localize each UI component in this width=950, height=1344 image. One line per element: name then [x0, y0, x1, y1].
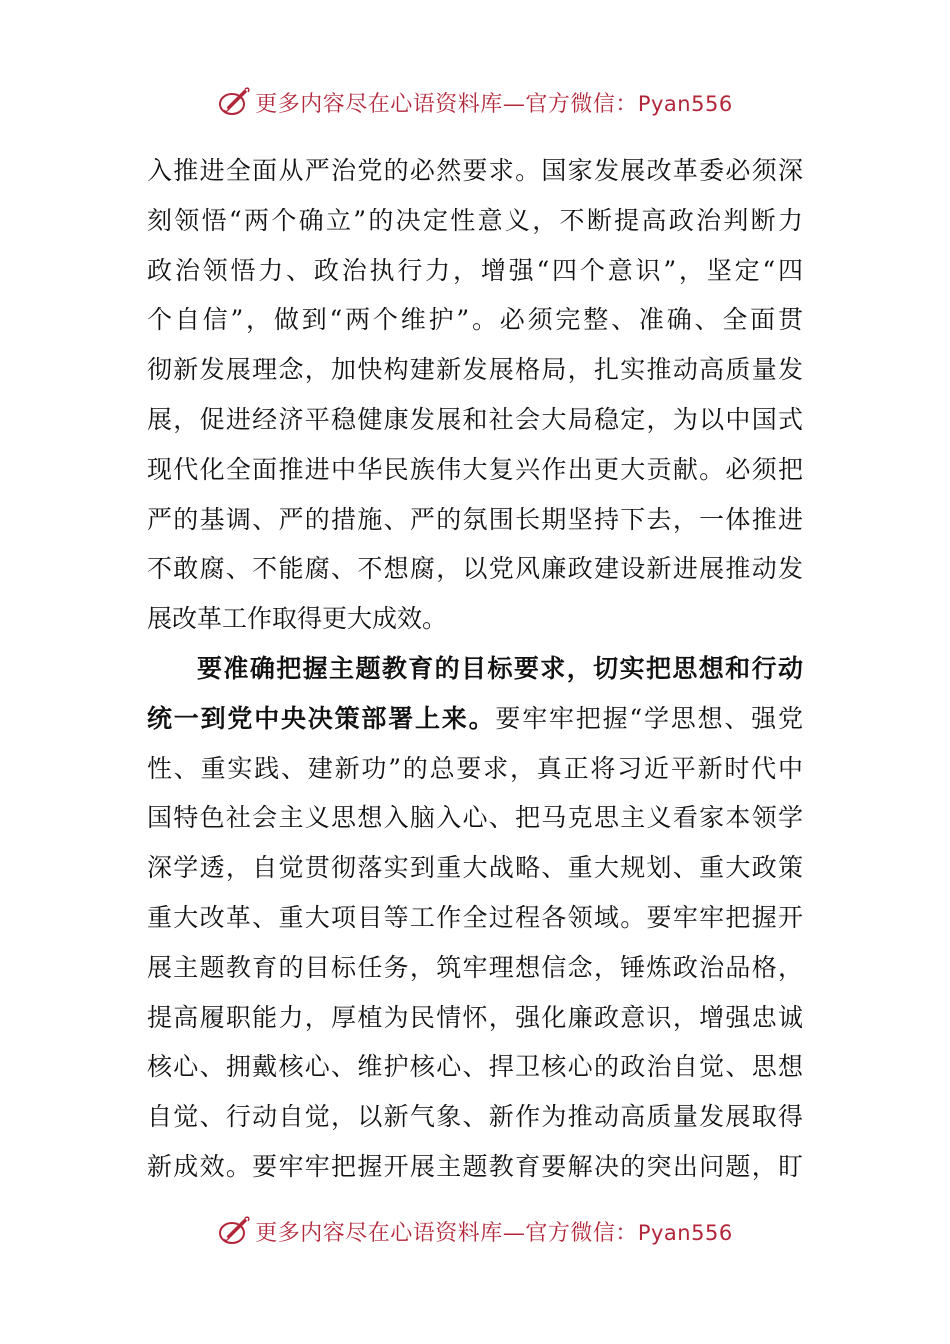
header-brand: 更多内容尽在心语资料库 — [255, 91, 503, 117]
paragraph-1 — [147, 146, 803, 644]
paragraph-2-line-2 — [147, 694, 803, 744]
text-line: 新成效。要牢牢把握开展主题教育要解决的突出问题，盯 — [147, 1151, 803, 1181]
paragraph-2 — [147, 644, 803, 1192]
paragraph-2-heading-line-2: 统一到党中央决策部署上来。 — [147, 703, 496, 733]
footer-wechat-id: Pyan556 — [637, 1220, 733, 1245]
header-banner — [0, 82, 950, 122]
paragraph-2-heading-line-1: 要准确把握主题教育的目标要求，切实把思想和行动 — [197, 653, 803, 683]
header-wechat-label: 官方微信： — [525, 91, 638, 117]
header-banner-text — [255, 87, 732, 118]
text-line: 不敢腐、不能腐、不想腐，以党风廉政建设新进展推动发 — [147, 554, 803, 584]
text-line: 展主题教育的目标任务，筑牢理想信念，锤炼政治品格， — [147, 952, 803, 982]
text-line: 深学透，自觉贯彻落实到重大战略、重大规划、重大政策 — [147, 853, 803, 883]
text-line: 个自信”，做到“两个维护”。必须完整、准确、全面贯 — [147, 305, 803, 335]
paragraph-2-line-2-rest: 要牢牢把握“学思想、强党 — [495, 703, 803, 733]
text-line: 重大改革、重大项目等工作全过程各领域。要牢牢把握开 — [147, 902, 803, 932]
text-line: 刻领悟“两个确立”的决定性意义，不断提高政治判断力 — [147, 205, 803, 235]
document-body — [147, 146, 803, 1192]
text-line: 政治领悟力、政治执行力，增强“四个意识”，坚定“四 — [147, 255, 803, 285]
text-line: 展改革工作取得更大成效。 — [147, 604, 448, 634]
header-dash: — — [502, 91, 526, 117]
footer-banner-text — [255, 1216, 732, 1247]
text-line: 提高履职能力，厚植为民情怀，强化廉政意识，增强忠诚 — [147, 1002, 803, 1032]
footer-wechat-label: 官方微信： — [525, 1220, 638, 1246]
text-line: 彻新发展理念，加快构建新发展格局，扎实推动高质量发 — [147, 355, 803, 385]
footer-dash: — — [502, 1220, 526, 1246]
text-line: 入推进全面从严治党的必然要求。国家发展改革委必须深 — [147, 156, 803, 185]
quill-pen-logo-icon — [217, 1214, 251, 1248]
footer-banner — [0, 1211, 950, 1251]
text-line: 严的基调、严的措施、严的氛围长期坚持下去，一体推进 — [147, 504, 803, 534]
quill-pen-logo-icon — [217, 85, 251, 119]
text-line: 现代化全面推进中华民族伟大复兴作出更大贡献。必须把 — [147, 454, 803, 484]
header-wechat-id: Pyan556 — [637, 91, 733, 116]
text-line: 自觉、行动自觉，以新气象、新作为推动高质量发展取得 — [147, 1102, 803, 1132]
text-line: 国特色社会主义思想入脑入心、把马克思主义看家本领学 — [147, 803, 803, 833]
text-line: 展，促进经济平稳健康发展和社会大局稳定，为以中国式 — [147, 404, 803, 434]
footer-brand: 更多内容尽在心语资料库 — [255, 1220, 503, 1246]
text-line: 性、重实践、建新功”的总要求，真正将习近平新时代中 — [147, 753, 803, 783]
text-line: 核心、拥戴核心、维护核心、捍卫核心的政治自觉、思想 — [147, 1052, 803, 1082]
